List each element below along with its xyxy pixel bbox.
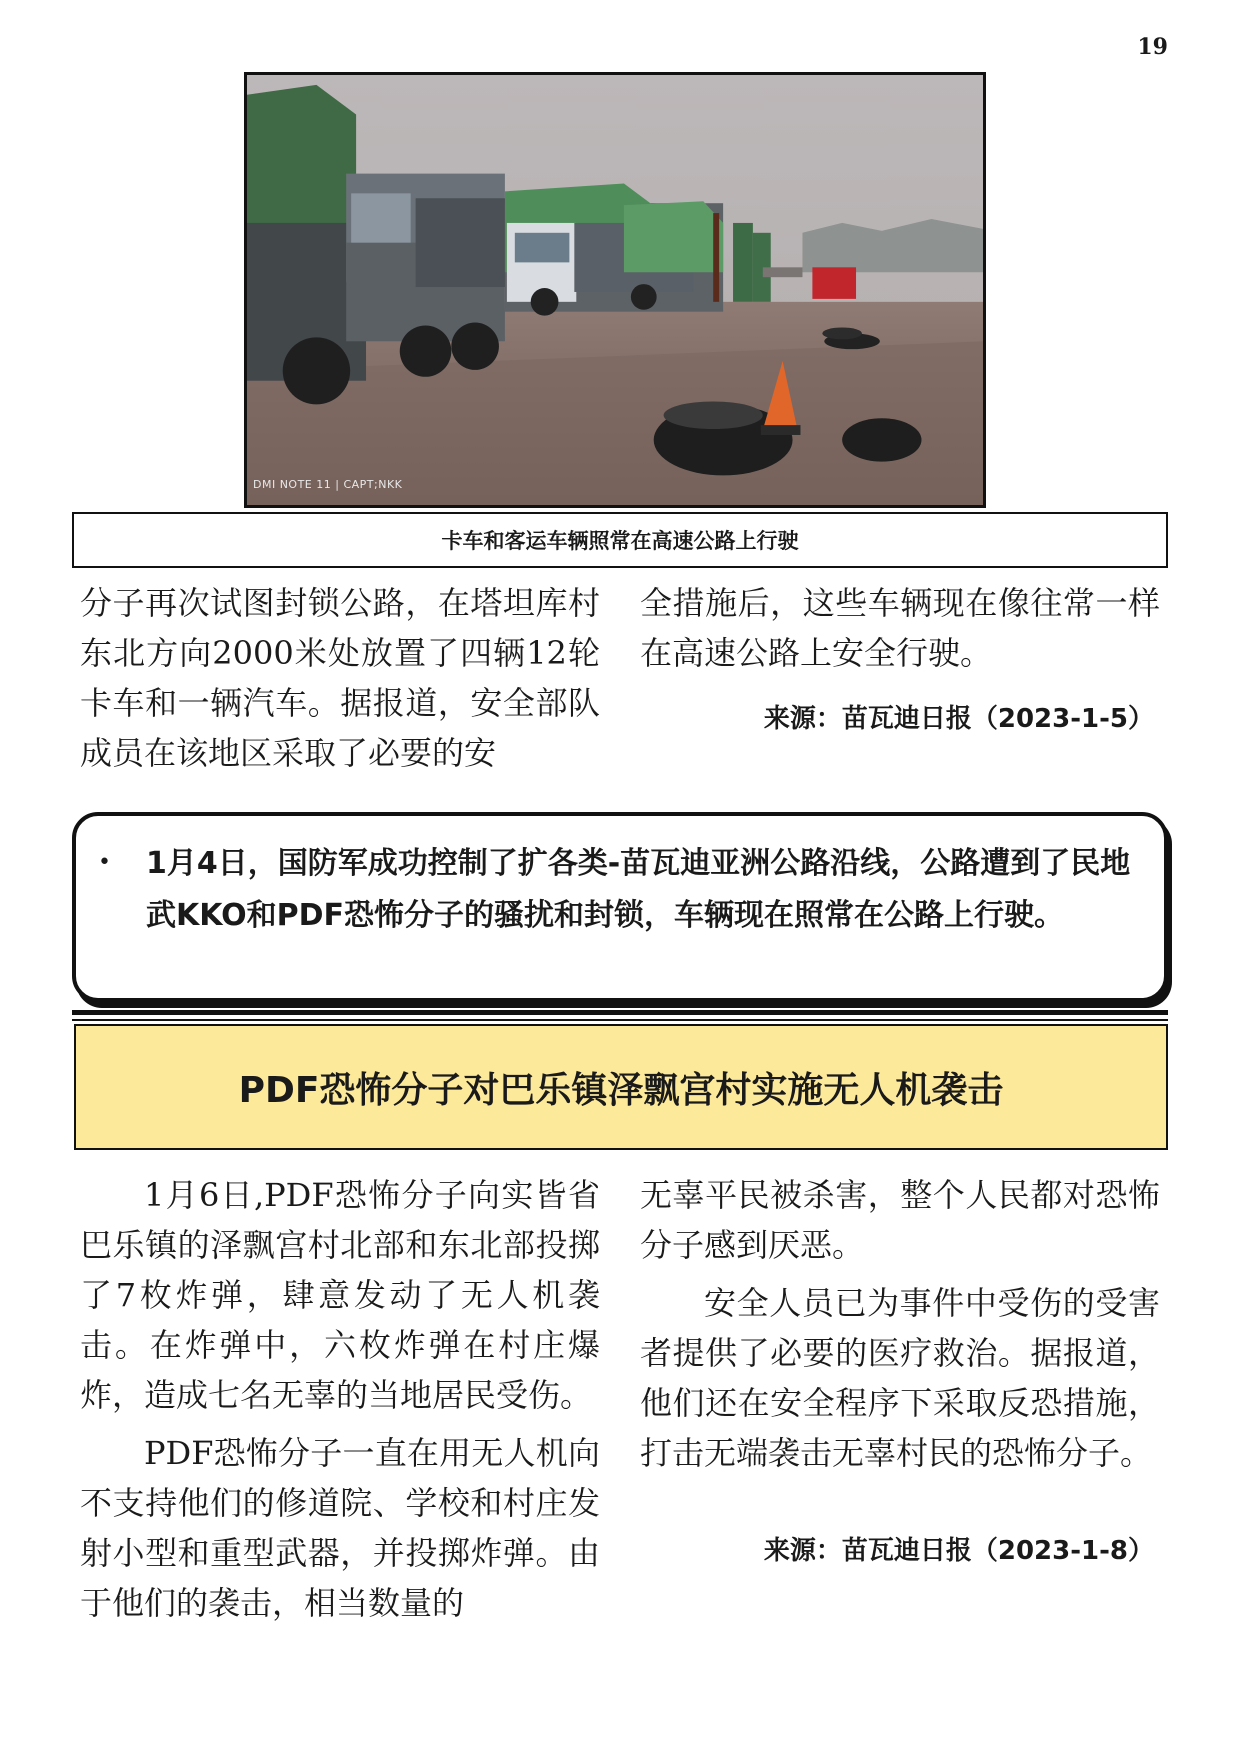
article2-paragraph-2: PDF恐怖分子一直在用无人机向不支持他们的修道院、学校和村庄发射小型和重型武器，并投掷炸弹。由于他们的袭击，相当数量的	[80, 1434, 600, 1622]
highlight-box	[72, 812, 1168, 1002]
section-divider-thin	[72, 1019, 1168, 1021]
article1-source: 来源：苗瓦迪日报（2023-1-5）	[763, 704, 1154, 734]
article2-source: 来源：苗瓦迪日报（2023-1-8）	[763, 1536, 1154, 1566]
article1-text-right: 全措施后，这些车辆现在像往常一样在高速公路上安全行驶。	[640, 584, 1160, 672]
bullet-icon: •	[98, 850, 111, 875]
article2-paragraph-3: 安全人员已为事件中受伤的受害者提供了必要的医疗救治。据报道，他们还在安全程序下采取反恐措施，打击无端袭击无辜村民的恐怖分子。	[640, 1284, 1160, 1472]
truck-photo-illustration	[247, 75, 983, 505]
section-divider-thick	[72, 1010, 1168, 1015]
article1-column-right	[640, 578, 1160, 678]
article1-column-left	[80, 578, 600, 778]
article2-column-right	[640, 1170, 1160, 1478]
article2-column-left	[80, 1170, 600, 1628]
photo-watermark: DMI NOTE 11 | CAPT;NKK	[253, 478, 403, 491]
truck-photo	[244, 72, 986, 508]
photo-caption: 卡车和客运车辆照常在高速公路上行驶	[72, 512, 1168, 568]
highlight-text: 1月4日，国防军成功控制了扩各类-苗瓦迪亚洲公路沿线，公路遭到了民地武KKO和PDF恐怖分子的骚扰和封锁，车辆现在照常在公路上行驶。	[146, 846, 1131, 933]
article2-paragraph-2-continued: 无辜平民被杀害，整个人民都对恐怖分子感到厌恶。	[640, 1176, 1160, 1264]
page-number: 19	[1137, 34, 1168, 60]
article1-text-left: 分子再次试图封锁公路，在塔坦库村东北方向2000米处放置了四辆12轮卡车和一辆汽车。据报道，安全部队成员在该地区采取了必要的安	[80, 584, 600, 772]
article2-title: PDF恐怖分子对巴乐镇泽飘宫村实施无人机袭击	[74, 1024, 1168, 1150]
article2-paragraph-1: 1月6日,PDF恐怖分子向实皆省巴乐镇的泽飘宫村北部和东北部投掷了7枚炸弹，肆意发动了无人机袭击。在炸弹中，六枚炸弹在村庄爆炸，造成七名无辜的当地居民受伤。	[80, 1176, 600, 1414]
